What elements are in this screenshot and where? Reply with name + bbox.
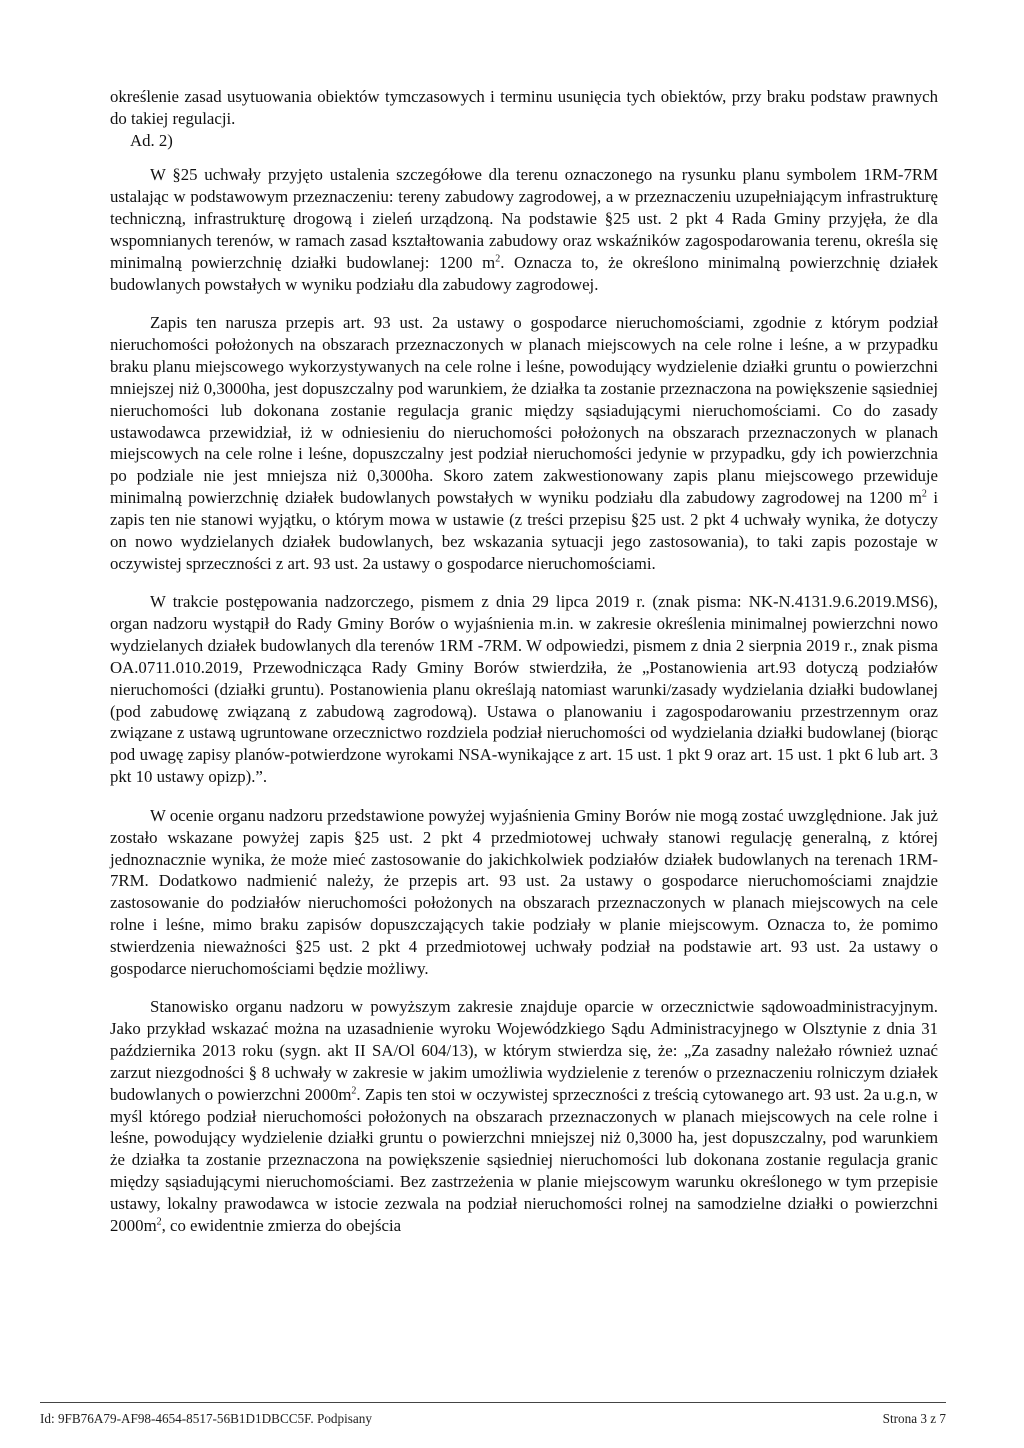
paragraph-5 xyxy=(110,996,938,1236)
section-heading: Ad. 2) xyxy=(130,130,173,150)
superscript: 2 xyxy=(921,488,927,500)
paragraph-1-text-a: W §25 uchwały przyjęto ustalenia szczegółowe dla terenu oznaczonego na rysunku planu symbolem 1RM-7RM ustalając w podstawowym przeznaczeniu: tereny zabudowy zagrodowej, a w przeznaczeniu uzupełniającym infrastrukturę techniczną, infrastrukturę drogową i zieleń urządzoną. Na podstawie §25 ust. 2 pkt 4 Rada Gminy przyjęła, że dla wspomnianych terenów, w ramach zasad kształtowania zabudowy oraz wskaźników zagospodarowania terenu, określa się minimalną powierzchnię działki budowlanej: 1200 m xyxy=(110,165,938,272)
superscript: 2 xyxy=(351,1085,357,1097)
paragraph-intro: określenie zasad usytuowania obiektów tymczasowych i terminu usunięcia tych obiektów, przy braku podstaw prawnych do takiej regulacji. xyxy=(110,87,938,128)
paragraph-5-text-b: . Zapis ten stoi w oczywistej sprzeczności z treścią cytowanego art. 93 ust. 2a u.g.n, w myśl którego podział nieruchomości położonych na obszarach przeznaczonych w planach miejscowych na cele rolne i leśne, powodujący wydzielenie działki gruntu o powierzchni mniejszej niż 0,3000 ha, jest dopuszczalny, pod warunkiem że działka ta zostanie przeznaczona na powiększenie sąsiedniej nieruchomości lub dokonana zostanie regulacja granic między sąsiadującymi nieruchomościami. Bez zastrzeżenia w planie miejscowym warunku określonego w tym przepisie ustawy, lokalny prawodawca w istocie zezwala na podział nieruchomości rolnej na samodzielne działki o powierzchni 2000m xyxy=(110,1084,939,1235)
paragraph-2 xyxy=(110,312,938,574)
paragraph-5-text-c: , co ewidentnie zmierza do obejścia xyxy=(161,1215,402,1235)
document-body xyxy=(110,86,938,1237)
paragraph-5-text-a: Stanowisko organu nadzoru w powyższym zakresie znajduje oparcie w orzecznictwie sądowoadministracyjnym. Jako przykład wskazać można na uzasadnienie wyroku Wojewódzkiego Sądu Administracyjnego w Olsztynie z dnia 31 października 2013 roku (sygn. akt II SA/Ol 604/13), w którym stwierdza się, że: „Za zasadny należało również uznać zarzut niezgodności § 8 uchwały w zakresie w jakim umożliwia wydzielenie z terenów o przeznaczeniu rolniczym działek budowlanych o powierzchni 2000m xyxy=(110,997,938,1104)
paragraph-3: W trakcie postępowania nadzorczego, pismem z dnia 29 lipca 2019 r. (znak pisma: NK-N.4131.9.6.2019.MS6), organ nadzoru wystąpił do Rady Gminy Borów o wyjaśnienia m.in. w zakresie określenia minimalnej powierzchni nowo wydzielanych działek budowlanych dla terenów 1RM -7RM. W odpowiedzi, pismem z dnia 2 sierpnia 2019 r., znak pisma OA.0711.010.2019, Przewodnicząca Rady Gminy Borów stwierdziła, że „Postanowienia art.93 dotyczą podziałów nieruchomości (działki gruntu). Postanowienia planu określają natomiast warunki/zasady wydzielania działki budowlanej (pod zabudowę związaną z zabudową zagrodową). Ustawa o planowaniu i zagospodarowaniu przestrzennym oraz związane z ustawą ugruntowane orzecznictwo rozdziela podział nieruchomości od wydzielania działki budowlanej (biorąc pod uwagę zapisy planów-potwierdzone wyrokami NSA-wynikające z art. 15 ust. 1 pkt 9 oraz art. 15 ust. 1 pkt 6 lub art. 3 pkt 10 ustawy opizp).”. xyxy=(110,592,938,787)
paragraph-2-text-a: Zapis ten narusza przepis art. 93 ust. 2a ustawy o gospodarce nieruchomościami, zgodnie z którym podział nieruchomości położonych na obszarach przeznaczonych w planach miejscowych na cele rolne i leśne, a w przypadku braku planu miejscowego wykorzystywanych na cele rolne i leśne, powodujący wydzielenie działki gruntu o powierzchni mniejszej niż 0,3000ha, jest dopuszczalny pod warunkiem, że działka ta zostanie przeznaczona na powiększenie sąsiedniej nieruchomości lub dokonana zostanie regulacja granic między sąsiadującymi nieruchomościami. Co do zasady ustawodawca przewidział, iż w odniesieniu do nieruchomości położonych na obszarach przeznaczonych w planach miejscowych na cele rolne i leśne, dopuszczalny jest podział nieruchomości jedynie w przypadku, gdy ich powierzchnia po podziale nie jest mniejsza niż 0,3000ha. Skoro zatem zakwestionowany zapis planu miejscowego przewiduje minimalną powierzchnię działek budowlanych powstałych w wyniku podziału dla zabudowy zagrodowej na 1200 m xyxy=(110,313,938,508)
paragraph-1 xyxy=(110,164,938,295)
document-id: Id: 9FB76A79-AF98-4654-8517-56B1D1DBCC5F. Podpisany xyxy=(40,1411,372,1426)
page-number: Strona 3 z 7 xyxy=(882,1411,946,1426)
paragraph-2-text-b: i zapis ten nie stanowi wyjątku, o którym mowa w ustawie (z treści przepisu §25 ust. 2 pkt 4 uchwały wynika, że dotyczy on nowo wydzielanych działek budowlanych, bez wskazania sytuacji jego zastosowania), to taki zapis pozostaje w oczywistej sprzeczności z art. 93 ust. 2a ustawy o gospodarce nieruchomościami. xyxy=(110,488,938,573)
paragraph-4: W ocenie organu nadzoru przedstawione powyżej wyjaśnienia Gminy Borów nie mogą zostać uwzględnione. Jak już zostało wskazane powyżej zapis §25 ust. 2 pkt 4 przedmiotowej uchwały stanowi regulację generalną, z której jednoznacznie wynika, że może mieć zastosowanie do jakichkolwiek podziałów działek budowlanych na terenach 1RM-7RM. Dodatkowo nadmienić należy, że przepis art. 93 ust. 2a ustawy o gospodarce nieruchomościami znajdzie zastosowanie do podziałów nieruchomości położonych na obszarach przeznaczonych w planach miejscowych na cele rolne i leśne, mimo braku zapisów dopuszczających takie podziały w planie miejscowym. Oznacza to, że pomimo stwierdzenia nieważności §25 ust. 2 pkt 4 przedmiotowej uchwały podział na podstawie art. 93 ust. 2a ustawy o gospodarce nieruchomościami będzie możliwy. xyxy=(110,805,938,978)
page-footer xyxy=(40,1402,946,1427)
paragraph-1-text-b: . Oznacza to, że określono minimalną powierzchnię działek budowlanych powstałych w wyniku podziału dla zabudowy zagrodowej. xyxy=(110,252,938,294)
superscript: 2 xyxy=(156,1216,162,1228)
superscript: 2 xyxy=(495,253,501,265)
